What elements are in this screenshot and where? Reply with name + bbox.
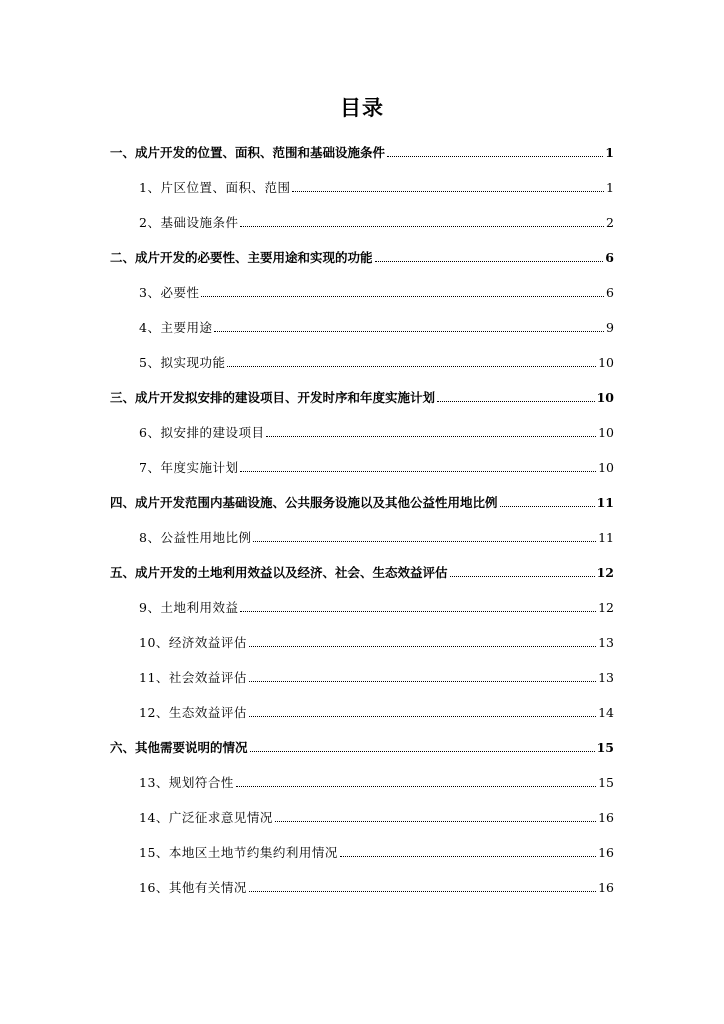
toc-leader-dots <box>249 646 596 647</box>
toc-leader-dots <box>214 331 604 332</box>
toc-entry-section-2[interactable] <box>110 244 614 266</box>
toc-entry-item-16[interactable] <box>139 874 614 896</box>
toc-page-number: 1 <box>605 145 614 160</box>
toc-entry-text: 14、广泛征求意见情况 <box>139 810 273 825</box>
toc-entry-text: 四、成片开发范围内基础设施、公共服务设施以及其他公益性用地比例 <box>110 495 498 510</box>
toc-leader-dots <box>249 681 596 682</box>
toc-entry-item-7[interactable] <box>139 454 614 476</box>
toc-entry-section-3[interactable] <box>110 384 614 406</box>
toc-leader-dots <box>450 576 595 577</box>
toc-entry-item-4[interactable] <box>139 314 614 336</box>
toc-page-number: 2 <box>606 215 614 230</box>
toc-entry-text: 10、经济效益评估 <box>139 635 247 650</box>
toc-leader-dots <box>387 156 603 157</box>
toc-leader-dots <box>249 891 596 892</box>
toc-entry-text: 2、基础设施条件 <box>139 215 239 230</box>
toc-leader-dots <box>236 786 596 787</box>
toc-page-number: 9 <box>606 320 614 335</box>
toc-page-number: 6 <box>605 250 614 265</box>
toc-leader-dots <box>253 541 596 542</box>
toc-page-number: 16 <box>598 810 614 825</box>
toc-entry-item-3[interactable] <box>139 279 614 301</box>
toc-entry-text: 9、土地利用效益 <box>139 600 239 615</box>
toc-leader-dots <box>250 751 595 752</box>
toc-entry-text: 11、社会效益评估 <box>139 670 247 685</box>
toc-leader-dots <box>240 226 604 227</box>
toc-page-number: 15 <box>596 740 614 755</box>
toc-entry-text: 12、生态效益评估 <box>139 705 247 720</box>
toc-leader-dots <box>240 611 596 612</box>
toc-page-number: 10 <box>598 355 614 370</box>
toc-entry-item-5[interactable] <box>139 349 614 371</box>
toc-leader-dots <box>292 191 604 192</box>
toc-leader-dots <box>266 436 596 437</box>
toc-page-number: 15 <box>598 775 614 790</box>
toc-entry-text: 1、片区位置、面积、范围 <box>139 180 291 195</box>
toc-entry-item-1[interactable] <box>139 174 614 196</box>
toc-leader-dots <box>249 716 596 717</box>
toc-page-number: 12 <box>598 600 614 615</box>
toc-entry-text: 六、其他需要说明的情况 <box>110 740 248 755</box>
toc-leader-dots <box>201 296 604 297</box>
toc-leader-dots <box>500 506 595 507</box>
toc-entry-text: 6、拟安排的建设项目 <box>139 425 265 440</box>
toc-leader-dots <box>437 401 595 402</box>
toc-entry-item-9[interactable] <box>139 594 614 616</box>
toc-entry-text: 7、年度实施计划 <box>139 460 239 475</box>
toc-entry-section-6[interactable] <box>110 734 614 756</box>
toc-leader-dots <box>375 261 604 262</box>
toc-title: 目录 <box>340 95 384 120</box>
toc-entry-text: 一、成片开发的位置、面积、范围和基础设施条件 <box>110 145 386 160</box>
toc-entry-section-5[interactable] <box>110 559 614 581</box>
toc-entry-item-2[interactable] <box>139 209 614 231</box>
toc-page-number: 10 <box>596 390 614 405</box>
toc-entry-item-11[interactable] <box>139 664 614 686</box>
toc-entry-section-1[interactable] <box>110 139 614 161</box>
toc-leader-dots <box>275 821 596 822</box>
toc-entry-item-13[interactable] <box>139 769 614 791</box>
toc-entry-text: 15、本地区土地节约集约利用情况 <box>139 845 338 860</box>
toc-entry-item-6[interactable] <box>139 419 614 441</box>
toc-entry-section-4[interactable] <box>110 489 614 511</box>
toc-leader-dots <box>240 471 596 472</box>
toc-entry-item-8[interactable] <box>139 524 614 546</box>
toc-entry-text: 3、必要性 <box>139 285 200 300</box>
toc-page-number: 12 <box>596 565 614 580</box>
toc-page-number: 11 <box>596 495 614 510</box>
toc-entry-text: 16、其他有关情况 <box>139 880 247 895</box>
toc-entry-item-12[interactable] <box>139 699 614 721</box>
toc-entry-item-14[interactable] <box>139 804 614 826</box>
toc-entry-item-10[interactable] <box>139 629 614 651</box>
toc-page-number: 14 <box>598 705 614 720</box>
toc-entry-text: 二、成片开发的必要性、主要用途和实现的功能 <box>110 250 373 265</box>
toc-entry-text: 8、公益性用地比例 <box>139 530 252 545</box>
toc-page-number: 11 <box>598 530 614 545</box>
toc-entry-text: 13、规划符合性 <box>139 775 234 790</box>
toc-entry-text: 三、成片开发拟安排的建设项目、开发时序和年度实施计划 <box>110 390 436 405</box>
toc-page-number: 10 <box>598 460 614 475</box>
toc-entry-text: 5、拟实现功能 <box>139 355 226 370</box>
toc-entry-text: 五、成片开发的土地利用效益以及经济、社会、生态效益评估 <box>110 565 448 580</box>
toc-page-number: 13 <box>598 670 614 685</box>
toc-page-number: 16 <box>598 880 614 895</box>
toc-leader-dots <box>340 856 596 857</box>
toc-entry-text: 4、主要用途 <box>139 320 213 335</box>
toc-page-number: 6 <box>606 285 614 300</box>
toc-page-number: 10 <box>598 425 614 440</box>
toc-entry-item-15[interactable] <box>139 839 614 861</box>
toc-page-number: 1 <box>606 180 614 195</box>
toc-page-number: 16 <box>598 845 614 860</box>
toc-page-number: 13 <box>598 635 614 650</box>
toc-leader-dots <box>227 366 596 367</box>
